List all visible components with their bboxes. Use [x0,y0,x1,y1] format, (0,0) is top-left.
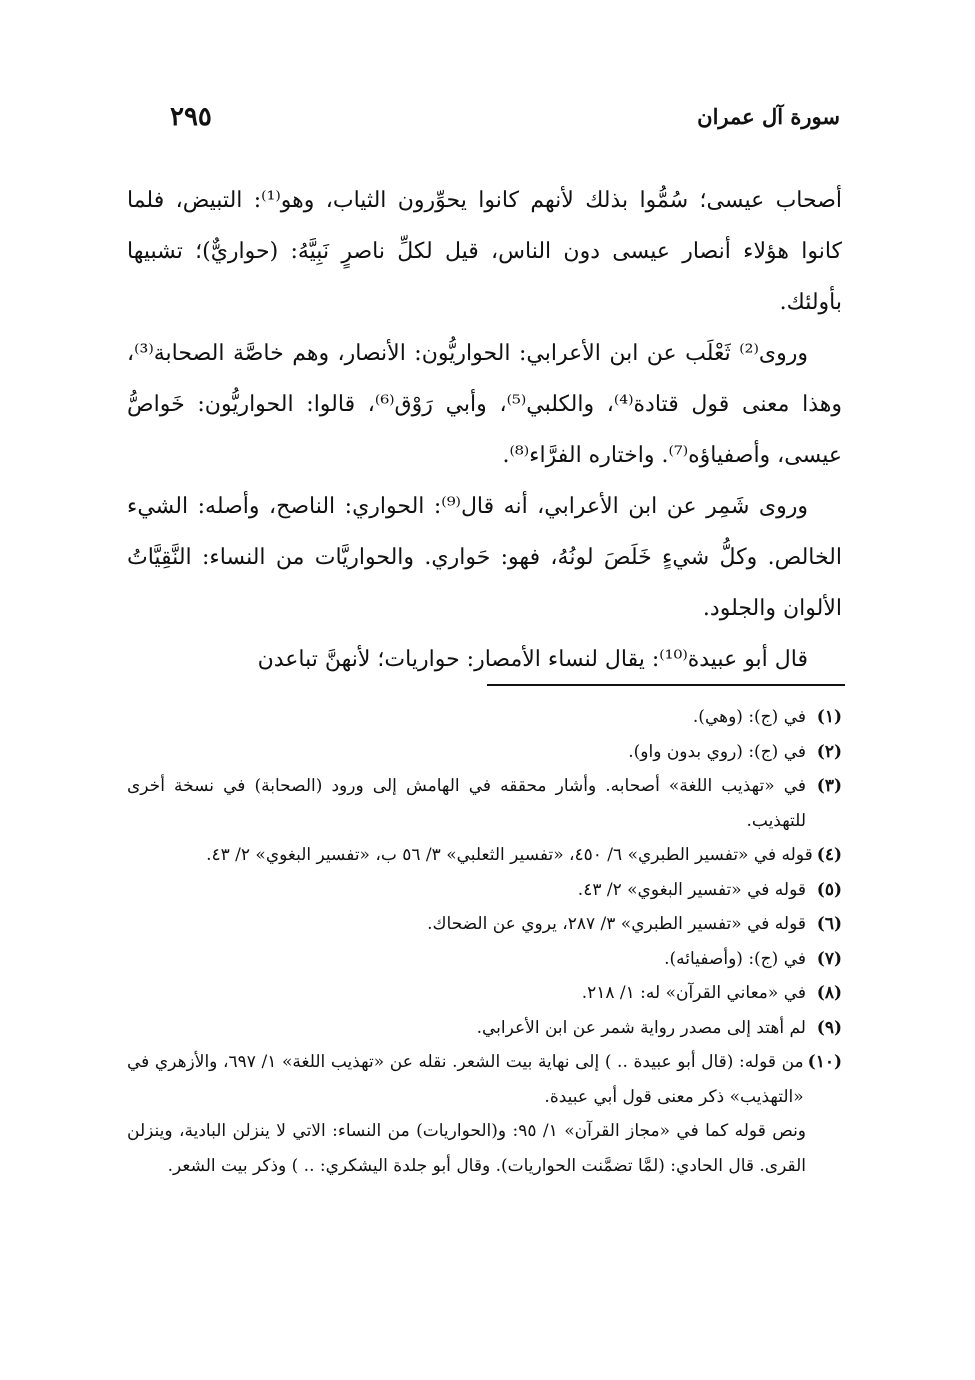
footnote-4 [127,838,842,873]
paragraph-3: وروى شَمِر عن ابن الأعرابي، أنه قال⁽⁹⁾: الحواري: الناصح، وأصله: الشيء الخالص. وكلُّ شيءٍ خَلَصَ لونُهُ، فهو: حَواري. والحواريَّات من النساء: النَّقِيَّاتُ الألوان والجلود. [127,494,842,621]
footnote-9 [127,1011,842,1046]
footnote-7 [127,942,842,977]
paragraph-2: وروى⁽²⁾ ثَعْلَب عن ابن الأعرابي: الحواريُّون: الأنصار، وهم خاصَّة الصحابة⁽³⁾، وهذا معنى قول قتادة⁽⁴⁾، والكلبي⁽⁵⁾، وأبي رَوْق⁽⁶⁾، قالوا: الحواريُّون: خَواصُّ عيسى، وأصفياؤه⁽⁷⁾. واختاره الفرَّاء⁽⁸⁾. [127,341,842,468]
paragraph-1: أصحاب عيسى؛ سُمُّوا بذلك لأنهم كانوا يحوِّرون الثياب، وهو⁽¹⁾: التبيض، فلما كانوا هؤلاء أنصار عيسى دون الناس، قيل لكلِّ ناصرٍ نَبِيَّهُ: (حواريٌّ)؛ تشبيها بأولئك. [127,188,843,315]
footnote-number: (٤) [816,845,842,865]
footnote-text: من قوله: (قال أبو عبيدة .. ) إلى نهاية بيت الشعر. نقله عن «تهذيب اللغة» ١/ ٦٩٧، والأزهري في «التهذيب» ذكر معنى قول أبي عبيدة. [127,1052,804,1107]
footnote-10 [127,1045,842,1114]
footnote-text: لم أهتد إلى مصدر رواية شمر عن ابن الأعرابي. [476,1017,806,1038]
footnote-number: (٣) [816,776,842,796]
footnote-text: في (ج): (روي بدون واو). [628,741,806,762]
footnote-text: قوله في «تفسير الطبري» ٣/ ٢٨٧، يروي عن الضحاك. [427,914,806,934]
footnote-1 [127,700,842,735]
footnotes [127,700,842,1183]
footnote-number: (٥) [816,879,842,900]
footnote-number: (١) [816,707,842,727]
footnote-text: قوله في «تفسير البغوي» ٢/ ٤٣. [577,879,806,900]
footnote-text: قوله في «تفسير الطبري» ٦/ ٤٥٠، «تفسير الثعلبي» ٣/ ٥٦ ب، «تفسير البغوي» ٢/ ٤٣. [206,845,813,865]
footnote-separator [487,684,845,686]
footnote-number: (٦) [816,914,842,934]
footnote-6 [127,907,842,942]
footnote-text: في «تهذيب اللغة» أصحابه. وأشار محققه في الهامش إلى ورود (الصحابة) في نسخة أخرى للتهذيب. [127,776,806,831]
footnote-text: في (ج): (وهي). [692,707,806,727]
footnote-5 [127,873,842,908]
running-header-title: سورة آل عمران [697,104,840,129]
footnote-number: (٧) [816,948,842,969]
footnote-text: في «معاني القرآن» له: ١/ ٢١٨. [581,983,806,1003]
footnote-number: (٩) [816,1017,842,1038]
main-text [127,175,842,685]
page-number: ٢٩٥ [170,102,212,132]
footnote-8 [127,976,842,1011]
footnote-3 [127,769,842,838]
footnote-10-continuation: ونص قوله كما في «مجاز القرآن» ١/ ٩٥: و(الحواريات) من النساء: الاتي لا ينزلن البادية، وينزلن القرى. قال الحادي: (لمَّا تضمَّنت الحواريات). وقال أبو جلدة اليشكري: .. ) وذكر بيت الشعر. [127,1121,807,1176]
footnote-2 [127,735,842,770]
footnote-number: (٨) [816,983,842,1003]
footnote-number: (٢) [816,741,842,762]
footnote-number: (١٠) [807,1052,842,1072]
paragraph-4: قال أبو عبيدة⁽¹⁰⁾: يقال لنساء الأمصار: حواريات؛ لأنهنَّ تباعدن [257,647,808,672]
footnote-text: في (ج): (وأصفيائه). [664,948,806,969]
